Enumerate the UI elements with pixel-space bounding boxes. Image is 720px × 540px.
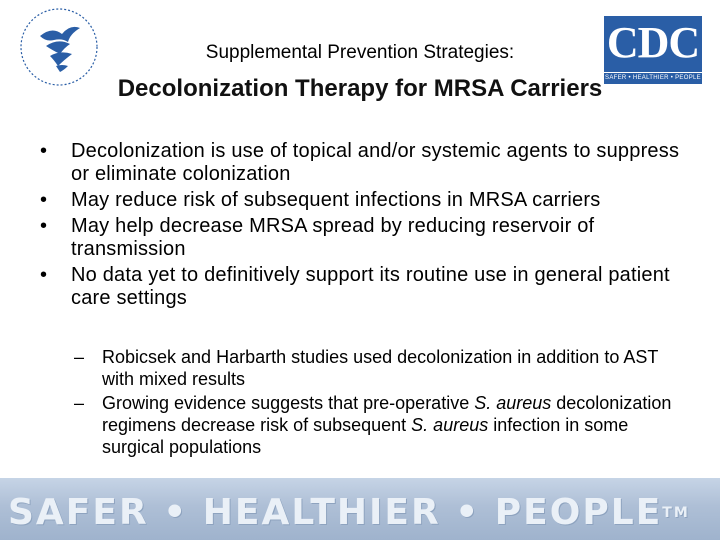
sub-bullet-marker: –: [74, 347, 85, 367]
cdc-logo-letters: CDC: [606, 18, 700, 67]
sub-bullet-text: Robicsek and Harbarth studies used decolonization in addition to AST with mixed results: [102, 347, 659, 389]
sub-bullet-text-part: decolonization regimens decrease risk of subsequent: [102, 393, 672, 435]
bullet-text: No data yet to definitively support its routine use in general patient care settings: [71, 264, 670, 309]
sub-bullet-text-part: infection in some surgical populations: [102, 415, 629, 457]
sub-bullet-list: [74, 346, 674, 460]
bullet-text: Decolonization is use of topical and/or systemic agents to suppress or eliminate colonization: [71, 140, 680, 185]
bullet-text: May help decrease MRSA spread by reducing reservoir of transmission: [71, 215, 595, 260]
slide-subtitle: Supplemental Prevention Strategies:: [205, 42, 515, 63]
footer-slogan-text: SAFER • HEALTHIER • PEOPLE: [8, 492, 663, 533]
sub-bullet-item: [74, 346, 674, 390]
trademark-mark: TM: [662, 505, 690, 521]
bullet-marker: •: [40, 264, 48, 286]
cdc-logo-tagline: SAFER • HEALTHIER • PEOPLE: [604, 73, 702, 84]
bullet-marker: •: [40, 189, 48, 211]
bullet-item: [40, 264, 680, 310]
bullet-marker: •: [40, 140, 48, 162]
species-name-italic: S. aureus: [411, 415, 489, 435]
bullet-list: [40, 140, 680, 313]
sub-bullet-item: [74, 392, 674, 458]
footer-slogan: [8, 490, 720, 536]
bullet-item: [40, 140, 680, 186]
species-name-italic: S. aureus: [474, 393, 552, 413]
bullet-text: May reduce risk of subsequent infections in MRSA carriers: [71, 189, 601, 211]
bullet-marker: •: [40, 215, 48, 237]
bullet-item: [40, 189, 680, 212]
sub-bullet-text-part: Growing evidence suggests that pre-operative: [102, 393, 475, 413]
footer-band: [0, 478, 720, 540]
sub-bullet-marker: –: [74, 393, 85, 413]
sub-bullet-text: [102, 393, 671, 457]
bullet-item: [40, 215, 680, 261]
slide-title: Decolonization Therapy for MRSA Carriers: [117, 75, 603, 102]
